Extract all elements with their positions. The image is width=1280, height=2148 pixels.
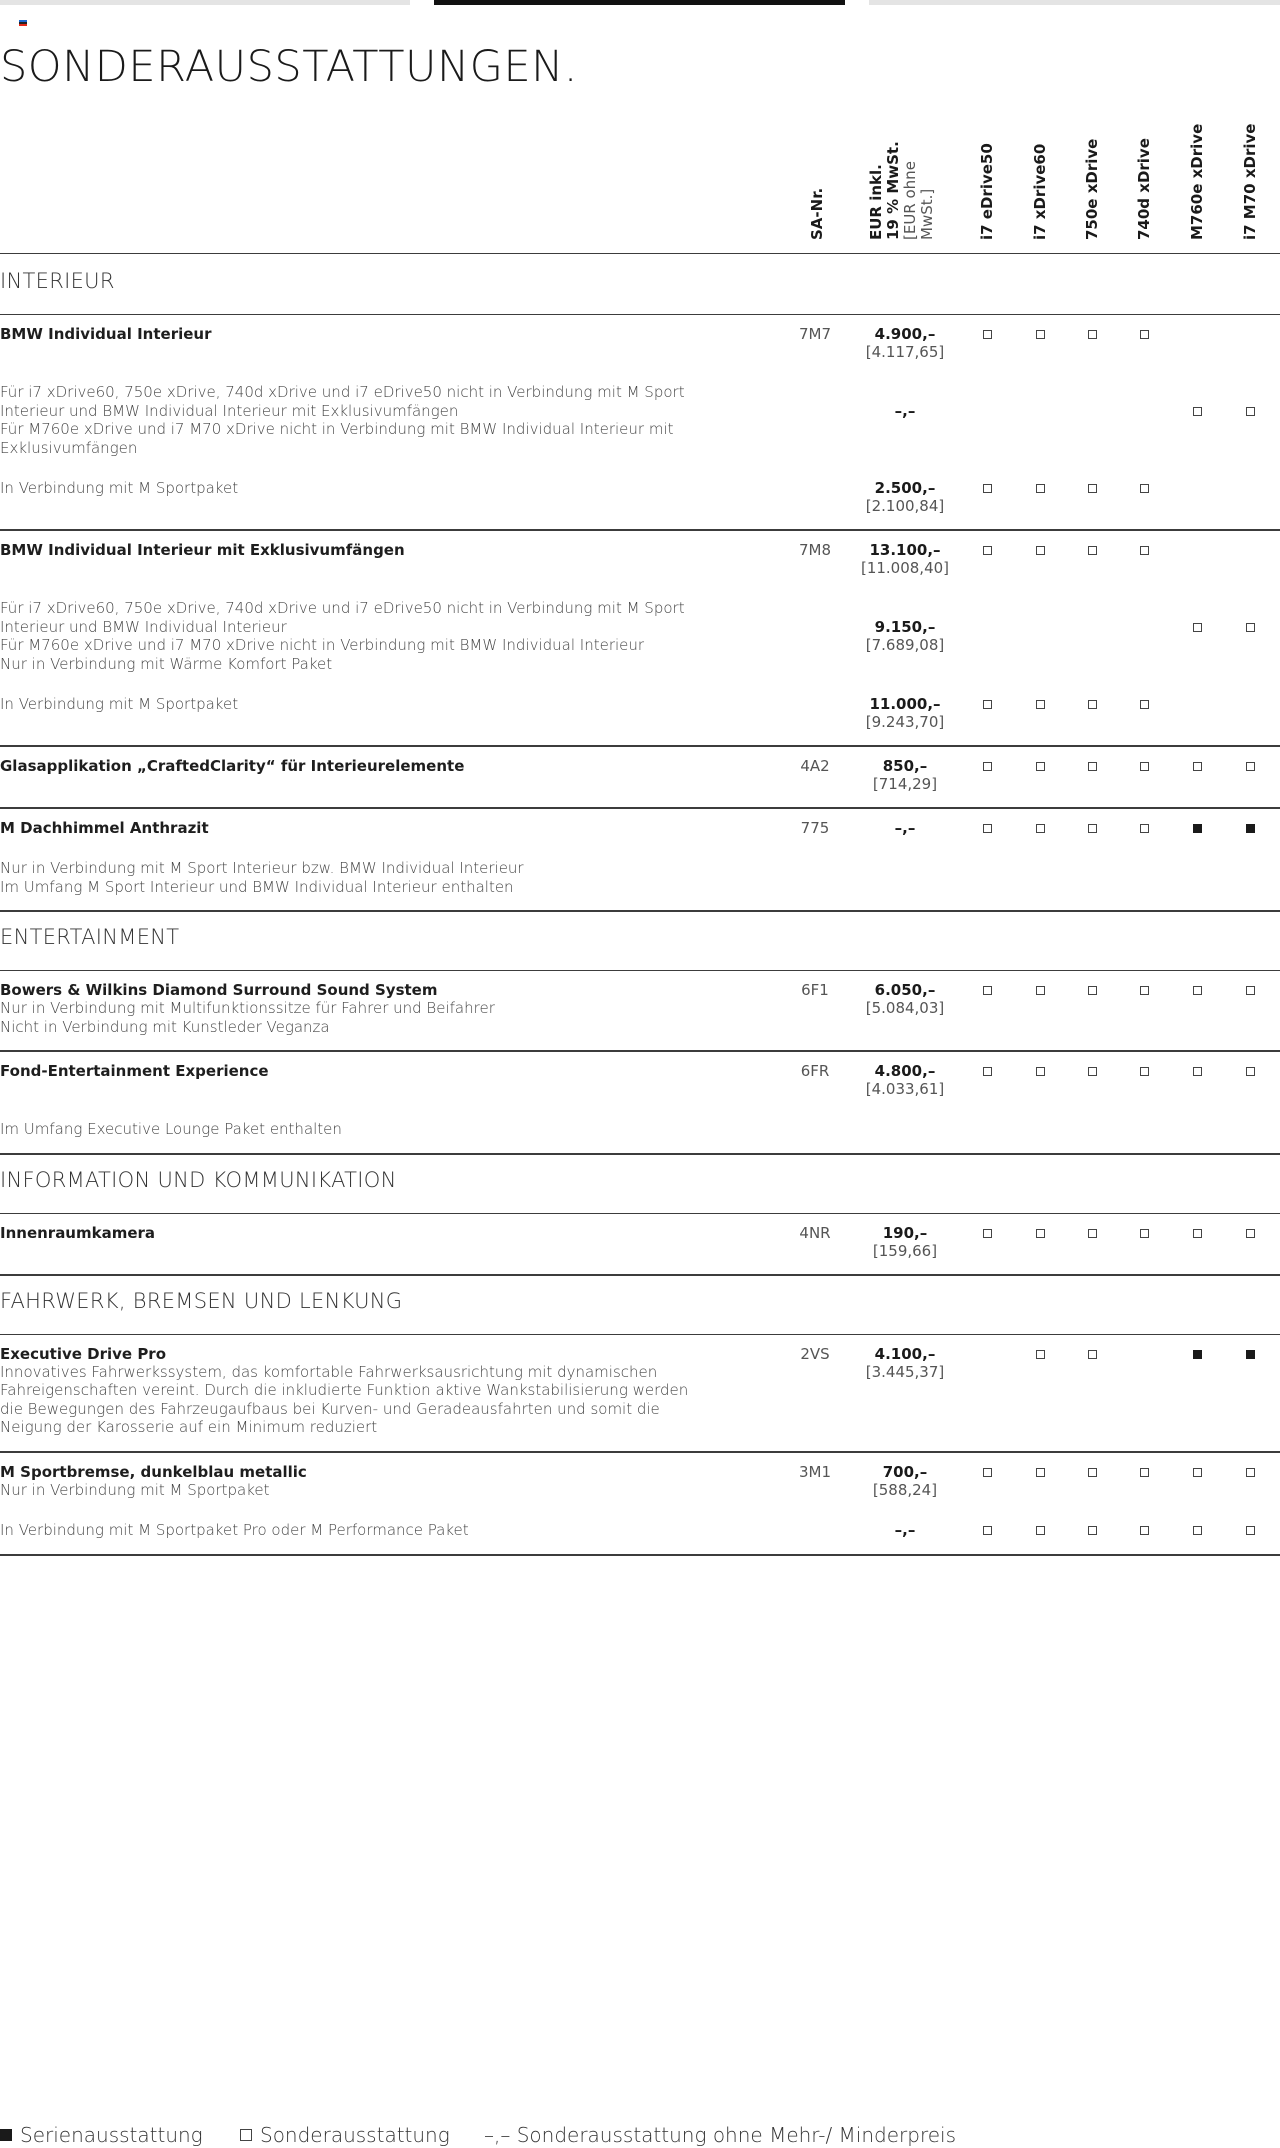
price-gross: 190,– bbox=[882, 1223, 928, 1242]
optional-equipment-icon bbox=[1246, 986, 1255, 995]
price-net: [714,29] bbox=[872, 775, 938, 793]
price-cell bbox=[850, 1521, 960, 1539]
price-gross: 9.150,– bbox=[874, 617, 936, 636]
divider bbox=[0, 314, 1280, 315]
standard-equipment-icon bbox=[1246, 1350, 1255, 1359]
optional-equipment-icon bbox=[1246, 623, 1255, 632]
legend-dash-symbol: –,– bbox=[484, 2123, 511, 2147]
divider bbox=[0, 970, 1280, 971]
option-description bbox=[0, 695, 660, 714]
optional-equipment-icon bbox=[1246, 762, 1255, 771]
flag-icon bbox=[19, 20, 27, 26]
column-header-price-2 bbox=[885, 141, 902, 240]
column-header-model: i7 xDrive60 bbox=[1031, 143, 1049, 240]
description-line: Für M760e xDrive und i7 M70 xDrive nicht in Verbindung mit BMW Individual Interieur bbox=[0, 636, 645, 654]
price-cell bbox=[850, 325, 960, 361]
sa-number: 4NR bbox=[799, 1223, 831, 1242]
optional-equipment-icon bbox=[1193, 623, 1202, 632]
description-line: Für i7 xDrive60, 750e xDrive, 740d xDrive und i7 eDrive50 nicht in Verbindung mit M Sport bbox=[0, 383, 685, 401]
price-gross: 4.800,– bbox=[874, 1062, 936, 1080]
description-line: Für M760e xDrive und i7 M70 xDrive nicht in Verbindung mit BMW Individual Interieur mit bbox=[0, 420, 674, 438]
price-gross: 11.000,– bbox=[869, 695, 941, 713]
option-name: M Sportbremse, dunkelblau metallic bbox=[0, 1462, 307, 1481]
divider bbox=[0, 529, 1280, 531]
optional-equipment-icon bbox=[1140, 986, 1149, 995]
optional-equipment-icon bbox=[1088, 824, 1097, 833]
price-gross: 2.500,– bbox=[874, 479, 936, 497]
divider bbox=[0, 745, 1280, 747]
optional-equipment-icon bbox=[1088, 700, 1097, 709]
description-line: die Bewegungen des Fahrzeugaufbaus bei Kurven- und Geradeausfahrten und somit die bbox=[0, 1399, 660, 1418]
optional-equipment-icon bbox=[983, 330, 992, 339]
description-line: Für i7 xDrive60, 750e xDrive, 740d xDrive und i7 eDrive50 nicht in Verbindung mit M Sport bbox=[0, 599, 685, 617]
description-line: Nur in Verbindung mit M Sport Interieur bzw. BMW Individual Interieur bbox=[0, 859, 524, 877]
optional-equipment-icon bbox=[1088, 330, 1097, 339]
page-indicator-1[interactable] bbox=[0, 0, 410, 5]
price-gross: 850,– bbox=[882, 757, 928, 775]
divider bbox=[0, 807, 1280, 809]
optional-equipment-icon bbox=[1140, 546, 1149, 555]
price-net: [9.243,70] bbox=[865, 713, 945, 731]
optional-equipment-icon bbox=[1036, 1229, 1045, 1238]
optional-equipment-icon bbox=[983, 762, 992, 771]
optional-equipment-icon bbox=[983, 546, 992, 555]
price-gross: 700,– bbox=[882, 1462, 928, 1481]
column-header-model: 750e xDrive bbox=[1083, 138, 1101, 240]
table-header bbox=[0, 120, 1280, 254]
optional-equipment-icon bbox=[1036, 1468, 1045, 1477]
column-header-price-3 bbox=[902, 161, 919, 240]
option-name: Glasapplikation „CraftedClarity“ für Interieurelemente bbox=[0, 757, 465, 775]
price-net: [7.689,08] bbox=[865, 635, 945, 654]
optional-equipment-icon bbox=[983, 986, 992, 995]
legend-no-price bbox=[484, 2123, 956, 2147]
price-cell bbox=[850, 402, 960, 420]
option-description bbox=[0, 999, 660, 1036]
optional-equipment-icon bbox=[1140, 1468, 1149, 1477]
optional-equipment-icon bbox=[983, 1468, 992, 1477]
price-cell bbox=[850, 1224, 960, 1260]
optional-equipment-icon bbox=[1140, 484, 1149, 493]
optional-equipment-icon bbox=[1088, 484, 1097, 493]
price-cell bbox=[850, 757, 960, 793]
optional-equipment-icon bbox=[1036, 330, 1045, 339]
description-line: Im Umfang M Sport Interieur und BMW Individual Interieur enthalten bbox=[0, 877, 514, 896]
description-line: Innovatives Fahrwerkssystem, das komfortable Fahrwerksausrichtung mit dynamischen bbox=[0, 1362, 658, 1381]
optional-equipment-icon bbox=[1036, 546, 1045, 555]
section-title: INFORMATION UND KOMMUNIKATION bbox=[0, 1167, 397, 1192]
description-line: Nur in Verbindung mit Multifunktionssitze für Fahrer und Beifahrer bbox=[0, 999, 495, 1017]
price-cell bbox=[850, 541, 960, 577]
open-square-icon bbox=[240, 2129, 252, 2141]
price-net: [5.084,03] bbox=[865, 999, 945, 1017]
optional-equipment-icon bbox=[1088, 546, 1097, 555]
optional-equipment-icon bbox=[1140, 762, 1149, 771]
option-name: BMW Individual Interieur bbox=[0, 325, 212, 343]
optional-equipment-icon bbox=[983, 1067, 992, 1076]
price-net: [3.445,37] bbox=[865, 1362, 945, 1381]
section-title: FAHRWERK, BREMSEN UND LENKUNG bbox=[0, 1288, 403, 1313]
optional-equipment-icon bbox=[1036, 1350, 1045, 1359]
price-header-line-2: 19 % MwSt. bbox=[884, 141, 902, 240]
standard-equipment-icon bbox=[1193, 824, 1202, 833]
price-gross: –,– bbox=[894, 401, 916, 420]
optional-equipment-icon bbox=[1193, 1468, 1202, 1477]
optional-equipment-icon bbox=[1193, 1067, 1202, 1076]
description-line: Interieur und BMW Individual Interieur bbox=[0, 617, 287, 636]
price-gross: 6.050,– bbox=[874, 981, 936, 999]
sa-number: 6F1 bbox=[801, 981, 829, 999]
sa-number: 775 bbox=[800, 819, 830, 837]
optional-equipment-icon bbox=[1088, 1067, 1097, 1076]
optional-equipment-icon bbox=[1140, 824, 1149, 833]
price-cell bbox=[850, 1062, 960, 1098]
optional-equipment-icon bbox=[1246, 1067, 1255, 1076]
optional-equipment-icon bbox=[1246, 1526, 1255, 1535]
price-cell bbox=[850, 1463, 960, 1499]
column-header-model: M760e xDrive bbox=[1188, 123, 1206, 240]
price-net: [159,66] bbox=[872, 1241, 938, 1260]
optional-equipment-icon bbox=[1193, 1229, 1202, 1238]
standard-equipment-icon bbox=[1193, 1350, 1202, 1359]
option-name: BMW Individual Interieur mit Exklusivumfängen bbox=[0, 541, 405, 559]
optional-equipment-icon bbox=[1088, 986, 1097, 995]
description-line: Nur in Verbindung mit M Sportpaket bbox=[0, 1480, 270, 1499]
price-gross: 4.100,– bbox=[874, 1344, 936, 1363]
optional-equipment-icon bbox=[983, 824, 992, 833]
price-gross: 13.100,– bbox=[869, 541, 941, 559]
divider bbox=[0, 1451, 1280, 1453]
column-header-model: i7 eDrive50 bbox=[978, 143, 996, 240]
option-description bbox=[0, 859, 660, 896]
optional-equipment-icon bbox=[1036, 824, 1045, 833]
price-net: [11.008,40] bbox=[860, 559, 950, 577]
sa-number: 6FR bbox=[800, 1062, 830, 1080]
divider bbox=[0, 910, 1280, 912]
optional-equipment-icon bbox=[1036, 762, 1045, 771]
description-line: In Verbindung mit M Sportpaket bbox=[0, 479, 239, 497]
price-cell bbox=[850, 695, 960, 731]
optional-equipment-icon bbox=[1088, 762, 1097, 771]
column-header-price bbox=[868, 164, 885, 240]
legend-optional bbox=[240, 2123, 450, 2147]
legend-series bbox=[0, 2123, 203, 2147]
optional-equipment-icon bbox=[1036, 986, 1045, 995]
column-header-model: i7 M70 xDrive bbox=[1241, 123, 1259, 240]
page-indicator-3[interactable] bbox=[869, 0, 1280, 5]
divider bbox=[0, 253, 1280, 254]
option-description bbox=[0, 1362, 689, 1437]
divider bbox=[0, 1213, 1280, 1214]
optional-equipment-icon bbox=[1088, 1229, 1097, 1238]
optional-equipment-icon bbox=[983, 1229, 992, 1238]
legend-series-label: Serienausstattung bbox=[20, 2123, 203, 2147]
divider bbox=[0, 1153, 1280, 1155]
price-cell bbox=[850, 618, 960, 654]
optional-equipment-icon bbox=[1140, 1229, 1149, 1238]
price-header-line-4: MwSt.] bbox=[918, 188, 936, 240]
option-name: M Dachhimmel Anthrazit bbox=[0, 819, 209, 837]
option-description bbox=[0, 1481, 660, 1500]
description-line: Im Umfang Executive Lounge Paket enthalten bbox=[0, 1120, 342, 1138]
option-name: Innenraumkamera bbox=[0, 1223, 156, 1242]
optional-equipment-icon bbox=[1036, 484, 1045, 493]
divider bbox=[0, 1274, 1280, 1276]
section-title: ENTERTAINMENT bbox=[0, 925, 180, 949]
price-gross: –,– bbox=[894, 819, 916, 837]
optional-equipment-icon bbox=[1193, 1526, 1202, 1535]
optional-equipment-icon bbox=[1036, 1067, 1045, 1076]
optional-equipment-icon bbox=[1193, 407, 1202, 416]
price-net: [2.100,84] bbox=[865, 497, 945, 515]
filled-square-icon bbox=[0, 2129, 12, 2141]
price-net: [4.117,65] bbox=[865, 343, 945, 361]
page-indicator-2-active[interactable] bbox=[434, 0, 845, 5]
price-cell bbox=[850, 819, 960, 837]
description-line: In Verbindung mit M Sportpaket Pro oder M Performance Paket bbox=[0, 1521, 469, 1539]
optional-equipment-icon bbox=[983, 700, 992, 709]
optional-equipment-icon bbox=[1088, 1350, 1097, 1359]
page-title: SONDERAUSSTATTUNGEN. bbox=[0, 42, 578, 92]
divider bbox=[0, 1050, 1280, 1052]
optional-equipment-icon bbox=[1140, 1526, 1149, 1535]
price-net: [588,24] bbox=[872, 1480, 938, 1499]
optional-equipment-icon bbox=[1088, 1468, 1097, 1477]
section-title: INTERIEUR bbox=[0, 269, 115, 293]
divider bbox=[0, 1554, 1280, 1556]
price-header-line-1: EUR inkl. bbox=[867, 164, 885, 240]
option-description bbox=[0, 383, 685, 457]
legend-no-price-label: Sonderausstattung ohne Mehr-/ Minderpreis bbox=[516, 2123, 957, 2147]
price-net: [4.033,61] bbox=[865, 1080, 945, 1098]
description-line: Nicht in Verbindung mit Kunstleder Veganza bbox=[0, 1017, 330, 1036]
option-description bbox=[0, 1120, 660, 1139]
price-cell bbox=[850, 479, 960, 515]
divider bbox=[0, 1334, 1280, 1335]
description-line: Fahreigenschaften vereint. Durch die inkludierte Funktion aktive Wankstabilisierung werden bbox=[0, 1381, 689, 1399]
optional-equipment-icon bbox=[1246, 1229, 1255, 1238]
optional-equipment-icon bbox=[1246, 407, 1255, 416]
option-description bbox=[0, 1521, 660, 1540]
column-header-price-4 bbox=[919, 189, 936, 240]
description-line: Interieur und BMW Individual Interieur mit Exklusivumfängen bbox=[0, 401, 459, 420]
standard-equipment-icon bbox=[1246, 824, 1255, 833]
optional-equipment-icon bbox=[1140, 1067, 1149, 1076]
price-gross: 4.900,– bbox=[874, 325, 936, 343]
sa-header-label: SA-Nr. bbox=[808, 187, 826, 240]
option-name: Bowers & Wilkins Diamond Surround Sound System bbox=[0, 981, 438, 999]
sa-number: 4A2 bbox=[800, 757, 830, 775]
legend-optional-label: Sonderausstattung bbox=[260, 2123, 450, 2147]
legend bbox=[0, 2123, 1280, 2147]
optional-equipment-icon bbox=[983, 484, 992, 493]
option-description bbox=[0, 599, 685, 673]
optional-equipment-icon bbox=[1246, 1468, 1255, 1477]
description-line: In Verbindung mit M Sportpaket bbox=[0, 695, 239, 713]
optional-equipment-icon bbox=[1140, 330, 1149, 339]
column-header-model: 740d xDrive bbox=[1135, 138, 1153, 240]
option-name: Fond-Entertainment Experience bbox=[0, 1062, 269, 1080]
optional-equipment-icon bbox=[983, 1526, 992, 1535]
sa-number: 7M7 bbox=[798, 325, 832, 343]
price-gross: –,– bbox=[894, 1521, 916, 1539]
description-line: Neigung der Karosserie auf ein Minimum reduziert bbox=[0, 1418, 378, 1436]
optional-equipment-icon bbox=[1088, 1526, 1097, 1535]
description-line: Exklusivumfängen bbox=[0, 438, 138, 457]
column-header-sa bbox=[809, 188, 826, 240]
sa-number: 7M8 bbox=[798, 541, 832, 559]
option-description bbox=[0, 479, 660, 498]
optional-equipment-icon bbox=[1193, 986, 1202, 995]
description-line: Nur in Verbindung mit Wärme Komfort Paket bbox=[0, 654, 333, 673]
price-header-line-3: [EUR ohne bbox=[901, 161, 919, 240]
price-cell bbox=[850, 981, 960, 1017]
optional-equipment-icon bbox=[1140, 700, 1149, 709]
sa-number: 3M1 bbox=[798, 1462, 832, 1481]
optional-equipment-icon bbox=[1036, 1526, 1045, 1535]
optional-equipment-icon bbox=[1193, 762, 1202, 771]
optional-equipment-icon bbox=[1036, 700, 1045, 709]
price-cell bbox=[850, 1345, 960, 1381]
option-name: Executive Drive Pro bbox=[0, 1344, 167, 1363]
sa-number: 2VS bbox=[800, 1344, 830, 1363]
